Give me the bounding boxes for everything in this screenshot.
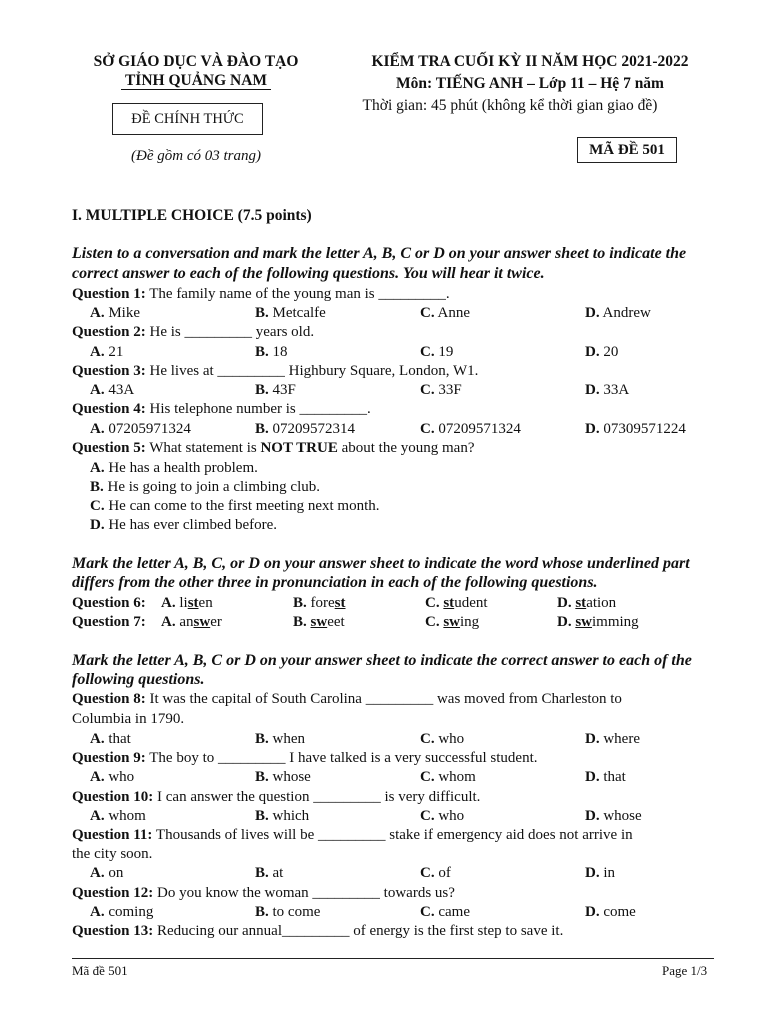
question-5: Question 5: What statement is NOT TRUE about the young man?	[72, 440, 475, 456]
q6-option-b: B. forest	[293, 595, 346, 611]
pron-instruction-line2: differs from the other three in pronunciation in each of the following questions.	[72, 574, 598, 591]
q10-option-d: D. whose	[585, 808, 642, 824]
q1-option-d: D. Andrew	[585, 305, 651, 321]
q2-option-d: D. 20	[585, 344, 619, 360]
question-2: Question 2: He is _________ years old.	[72, 324, 315, 340]
question-9: Question 9: The boy to _________ I have talked is a very successful student.	[72, 750, 538, 766]
q2-option-b: B. 18	[255, 344, 288, 360]
q9-option-b: B. whose	[255, 769, 311, 785]
q2-option-c: C. 19	[420, 344, 454, 360]
q7-option-b: B. sweet	[293, 614, 345, 630]
pron-instruction-line1: Mark the letter A, B, C, or D on your answer sheet to indicate the word whose underlined part	[72, 555, 690, 572]
question-7: Question 7:	[72, 614, 146, 630]
q2-option-a: A. 21	[90, 344, 124, 360]
q6-option-c: C. student	[425, 595, 488, 611]
q5-option-b: B. He is going to join a climbing club.	[90, 479, 320, 495]
question-11: Question 11: Thousands of lives will be _________ stake if emergency aid does not arrive in	[72, 827, 633, 843]
q11-option-b: B. at	[255, 865, 284, 881]
q4-option-b: B. 07209572314	[255, 421, 356, 437]
question-12: Question 12: Do you know the woman _________ towards us?	[72, 885, 455, 901]
q5-option-a: A. He has a health problem.	[90, 460, 258, 476]
question-8: Question 8: It was the capital of South Carolina _________ was moved from Charleston to	[72, 691, 622, 707]
q1-option-c: C. Anne	[420, 305, 471, 321]
q11-option-c: C. of	[420, 865, 451, 881]
q4-option-a: A. 07205971324	[90, 421, 191, 437]
footer-page-number: Page 1/3	[662, 963, 708, 978]
q10-option-b: B. which	[255, 808, 310, 824]
department-header	[66, 52, 326, 90]
q7-option-d: D. swimming	[557, 614, 639, 630]
q12-option-d: D. come	[585, 904, 636, 920]
section-title: I. MULTIPLE CHOICE (7.5 points)	[72, 207, 312, 224]
q7-option-c: C. swing	[425, 614, 480, 630]
question-11-continued: the city soon.	[72, 846, 153, 862]
mc-instruction-line1: Mark the letter A, B, C or D on your answer sheet to indicate the correct answer to each of the	[72, 652, 692, 669]
q9-option-d: D. that	[585, 769, 626, 785]
q3-option-b: B. 43F	[255, 382, 296, 398]
q3-option-c: C. 33F	[420, 382, 462, 398]
q4-option-c: C. 07209571324	[420, 421, 521, 437]
q12-option-a: A. coming	[90, 904, 154, 920]
pages-note: (Đề gồm có 03 trang)	[131, 148, 261, 164]
q12-option-c: C. came	[420, 904, 470, 920]
time-note: Thời gian: 45 phút (không kể thời gian giao đề)	[362, 97, 658, 114]
q3-option-d: D. 33A	[585, 382, 630, 398]
question-8-continued: Columbia in 1790.	[72, 711, 185, 727]
question-3: Question 3: He lives at _________ Highbury Square, London, W1.	[72, 363, 479, 379]
q10-option-c: C. who	[420, 808, 465, 824]
q1-option-a: A. Mike	[90, 305, 141, 321]
q12-option-b: B. to come	[255, 904, 321, 920]
exam-code-box	[577, 137, 677, 163]
q5-option-d: D. He has ever climbed before.	[90, 517, 278, 533]
q11-option-a: A. on	[90, 865, 124, 881]
q5-option-c: C. He can come to the first meeting next month.	[90, 498, 380, 514]
footer-exam-code: Mã đề 501	[72, 963, 128, 978]
question-6: Question 6:	[72, 595, 146, 611]
question-4: Question 4: His telephone number is _________.	[72, 401, 371, 417]
q7-option-a: A. answer	[161, 614, 222, 630]
q3-option-a: A. 43A	[90, 382, 135, 398]
department-name: SỞ GIÁO DỤC VÀ ĐÀO TẠO	[93, 53, 299, 70]
question-13: Question 13: Reducing our annual_________ of energy is the first step to save it.	[72, 923, 564, 939]
q6-option-a: A. listen	[161, 595, 213, 611]
exam-title-block	[340, 52, 720, 93]
official-label: ĐỀ CHÍNH THỨC	[131, 110, 244, 127]
q10-option-a: A. whom	[90, 808, 146, 824]
exam-code: MÃ ĐỀ 501	[589, 141, 665, 158]
q8-option-a: A. that	[90, 731, 131, 747]
mc-instruction-line2: following questions.	[72, 671, 205, 688]
q8-option-b: B. when	[255, 731, 306, 747]
q8-option-d: D. where	[585, 731, 640, 747]
listen-instruction-line2: correct answer to each of the following questions. You will hear it twice.	[72, 265, 545, 282]
question-1: Question 1: The family name of the young man is _________.	[72, 286, 450, 302]
q8-option-c: C. who	[420, 731, 465, 747]
province-name: TỈNH QUẢNG NAM	[66, 71, 326, 90]
q6-option-d: D. station	[557, 595, 617, 611]
q1-option-b: B. Metcalfe	[255, 305, 326, 321]
q9-option-a: A. who	[90, 769, 135, 785]
q11-option-d: D. in	[585, 865, 616, 881]
footer-divider	[72, 958, 714, 959]
listen-instruction-line1: Listen to a conversation and mark the letter A, B, C or D on your answer sheet to indicate the	[72, 245, 687, 262]
official-exam-box	[112, 103, 263, 135]
exam-title: KIỂM TRA CUỐI KỲ II NĂM HỌC 2021-2022	[371, 53, 689, 70]
question-10: Question 10: I can answer the question _________ is very difficult.	[72, 789, 481, 805]
q9-option-c: C. whom	[420, 769, 476, 785]
q4-option-d: D. 07309571224	[585, 421, 686, 437]
subject-line: Môn: TIẾNG ANH – Lớp 11 – Hệ 7 năm	[396, 75, 664, 92]
